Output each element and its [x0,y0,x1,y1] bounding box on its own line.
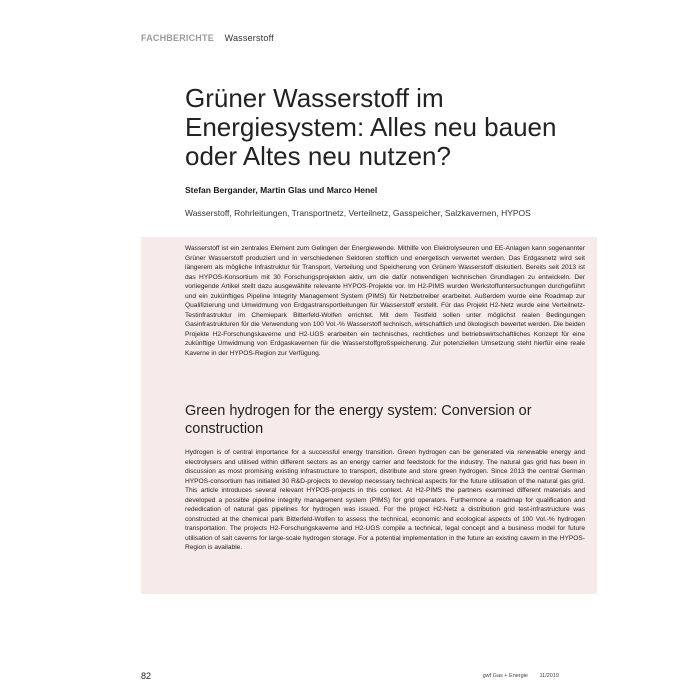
abstract-german: Wasserstoff ist ein zentrales Element zum Gelingen der Energiewende. Mithilfe von Elektrolyseuren und EE-Anlagen kann sogenannter Grüner Wasserstoff produziert und in verschiedenen Sektoren stofflich und energetisch verwertet werden. Das Erdgasnetz wird seit längerem als mögliche Infrastruktur für Transport, Verteilung und Speicherung von Grünem Wasserstoff diskutiert. Bereits seit 2013 ist das HYPOS-Konsortium mit 30 Forschungsprojekten aktiv, um die dafür notwendigen technischen Grundlagen zu entwickeln. Der vorliegende Artikel stellt dazu ausgewählte relevante HYPOS-Projekte vor. Im H2-PIMS wurden Werkstoffuntersuchungen durchgeführt und ein zukünftiges Pipeline Integrity Management System (PIMS) für Netzbetreiber erarbeitet. Außerdem wurde eine Roadmap zur Qualifizierung und Umwidmung von Erdgastransportleitungen für Wasserstoff erstellt. Für das Projekt H2-Netz wurde eine Verteilnetz-Testinfrastruktur im Chemiepark Bitterfeld-Wolfen errichtet. Mit dem Testfeld sollen unter möglichst realen Bedingungen Gasinfrastrukturen für die Verwendung von 100 Vol.-% Wasserstoff technisch, wirtschaftlich und ökologisch bewertet werden. Die beiden Projekte H2-Forschungskaverne und H2-UGS erarbeiten ein technisches, rechtliches und betriebswirtschaftliches Konzept für eine zukünftige Umwidmung von Erdgaskavernen für die Wasserstoffgroßspeicherung. Zur potenziellen Umsetzung steht hierfür eine reale Kaverne in der HYPOS-Region zur Verfügung. [185,245,585,357]
section-label: FACHBERICHTE [141,33,214,43]
article-title: Grüner Wasserstoff im Energiesystem: Alles neu bauen oder Altes neu nutzen? [185,83,557,171]
topic-label: Wasserstoff [224,33,274,43]
article-keywords: Wasserstoff, Rohrleitungen, Transportnetz, Verteilnetz, Gasspeicher, Salzkavernen, HYPOS [185,208,531,218]
abstract-english: Hydrogen is of central importance for a successful energy transition. Green hydrogen can be generated via renewable energy and electrolysers and utilised within different sectors as an energy carrier and feedstock for the industry. The natural gas grid has been in discussion as most promising existing infrastructure to transport, distribute and store green hydrogen. Since 2013 the central German HYPOS-consortium has initiated 30 R&D-projects to develop necessary technical aspects for the future utilisation of the natural gas grid. This article introduces several relevant HYPOS-projects in this context. At H2-PIMS the partners examined different materials and developed a possible pipeline integrity management system (PIMS) for grid operators. Furthermore a roadmap for qualification and rededication of natural gas pipelines for hydrogen was issued. For the project H2-Netz a distribution grid test-infrastructure was constructed at the chemical park Bitterfeld-Wolfen to assess the technical, economic and ecological aspects of 100 Vol.-% hydrogen transportation. The projects H2-Forschungskaverne and H2-UGS compile a technical, legal concept and a business model for future utilisation of salt caverns for large-scale hydrogen storage. For a potential implementation in the future an existing cavern in the HYPOS-Region is available. [185,449,585,551]
article-authors: Stefan Bergander, Martin Glas und Marco Henel [185,185,378,195]
english-title: Green hydrogen for the energy system: Conversion or construction [185,403,532,437]
journal-footer [473,673,559,679]
journal-name: gwf Gas + Energie [482,673,528,679]
page-number: 82 [141,671,152,681]
running-header [141,33,274,43]
journal-issue: 11/2019 [539,673,559,679]
